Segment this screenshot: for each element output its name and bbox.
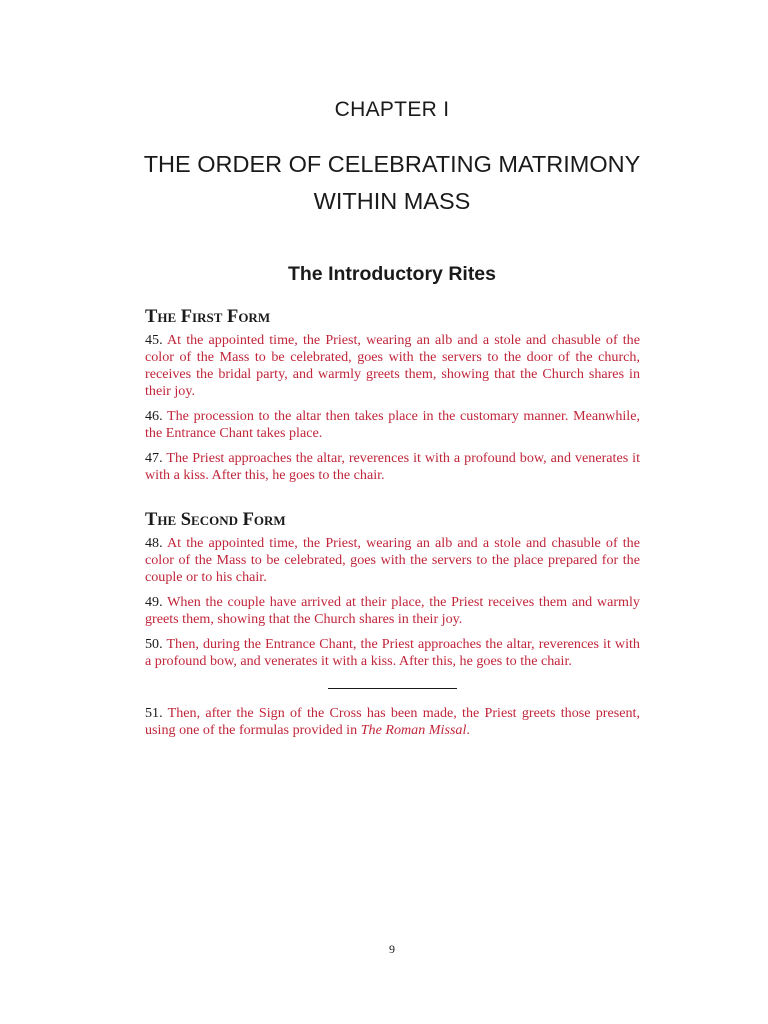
rubric-text: The procession to the altar then takes place in the customary manner. Meanwhile, the Entrance Chant takes place.: [145, 408, 640, 441]
paragraph-number: 48.: [145, 535, 163, 551]
chapter-title-line-1: THE ORDER OF CELEBRATING MATRIMONY: [143, 151, 641, 177]
page-number: 9: [389, 942, 395, 956]
paragraph-45: [145, 332, 640, 400]
paragraph-number: 49.: [145, 594, 163, 610]
rubric-text: The Priest approaches the altar, reverences it with a profound bow, and venerates it with a kiss. After this, he goes to the chair.: [145, 450, 640, 483]
rubric-text-end: .: [466, 722, 470, 738]
second-form-section: [145, 509, 640, 670]
chapter-title-line-2: WITHIN MASS: [313, 188, 471, 214]
paragraph-number: 51.: [145, 705, 163, 721]
paragraph-48: [145, 535, 640, 586]
paragraph-51: [145, 705, 640, 739]
paragraph-46: [145, 408, 640, 442]
paragraph-47: [145, 450, 640, 484]
rubric-text: Then, after the Sign of the Cross has been made, the Priest greets those present, using one of the formulas provided in: [145, 705, 640, 738]
chapter-label: CHAPTER I: [334, 98, 450, 121]
rubric-text: When the couple have arrived at their place, the Priest receives them and warmly greets them, showing that the Church shares in their joy.: [145, 594, 640, 627]
book-title: The Roman Missal: [360, 722, 467, 738]
paragraph-number: 47.: [145, 450, 163, 466]
rubric-text: Then, during the Entrance Chant, the Priest approaches the altar, reverences it with a profound bow, and venerates it with a kiss. After this, he goes to the chair.: [145, 636, 640, 669]
paragraph-number: 45.: [145, 332, 163, 348]
paragraph-number: 46.: [145, 408, 163, 424]
form-heading: The Second Form: [145, 510, 286, 530]
chapter-title: [120, 146, 664, 220]
paragraph-number: 50.: [145, 636, 163, 652]
rubric-text: At the appointed time, the Priest, wearing an alb and a stole and chasuble of the color of the Mass to be celebrated, goes with the servers to the door of the church, receives the bridal party, and warmly greets them, showing that the Church shares in their joy.: [145, 332, 640, 399]
paragraph-49: [145, 594, 640, 628]
rubric-text: At the appointed time, the Priest, wearing an alb and a stole and chasuble of the color of the Mass to be celebrated, goes with the servers to the place prepared for the couple or to his chair.: [145, 535, 640, 585]
final-section: [145, 705, 640, 739]
first-form-section: [145, 306, 640, 484]
section-heading: The Introductory Rites: [287, 263, 497, 285]
paragraph-50: [145, 636, 640, 670]
form-heading: The First Form: [145, 307, 271, 327]
section-divider: [328, 688, 457, 689]
